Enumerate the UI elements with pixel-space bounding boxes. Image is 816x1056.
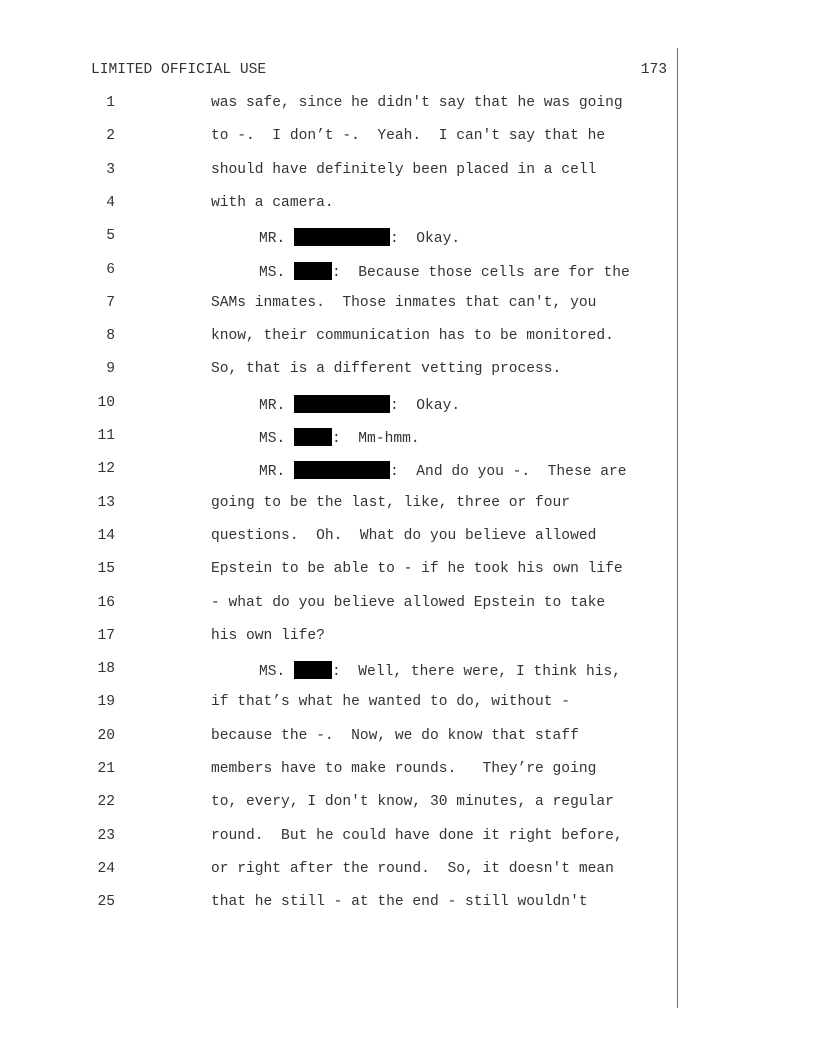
line-number: 2	[106, 128, 115, 145]
line-text: - what do you believe allowed Epstein to take	[211, 594, 606, 611]
redaction-box	[294, 428, 332, 446]
line-text	[259, 661, 621, 680]
line-text	[259, 428, 420, 447]
transcript-line	[0, 95, 680, 117]
transcript-line	[0, 595, 680, 617]
line-text	[259, 262, 630, 281]
line-number: 8	[106, 328, 115, 345]
transcript-line	[0, 661, 680, 683]
speaker-prefix: MR.	[259, 231, 295, 248]
redaction-box	[294, 661, 332, 679]
transcript-line	[0, 295, 680, 317]
redaction-box	[294, 461, 390, 479]
line-number: 5	[106, 228, 115, 245]
line-number: 23	[97, 827, 115, 844]
redaction-box	[294, 228, 390, 246]
transcript-line	[0, 561, 680, 583]
transcript-line	[0, 328, 680, 350]
transcript-line	[0, 528, 680, 550]
spoken-text: : And do you -. These are	[390, 464, 627, 481]
line-text: Epstein to be able to - if he took his own life	[211, 561, 623, 578]
line-text: to -. I don’t -. Yeah. I can't say that he	[211, 128, 606, 145]
transcript-line	[0, 861, 680, 883]
spoken-text: : Okay.	[390, 397, 461, 414]
speaker-prefix: MR.	[259, 464, 295, 481]
line-number: 1	[106, 95, 115, 111]
speaker-prefix: MS.	[259, 264, 295, 281]
line-text	[259, 395, 460, 414]
line-number: 4	[106, 194, 115, 211]
transcript-line	[0, 228, 680, 250]
transcript-line	[0, 361, 680, 383]
line-number: 16	[97, 594, 115, 611]
transcript-line	[0, 128, 680, 150]
line-text	[259, 228, 460, 247]
line-number: 9	[106, 361, 115, 378]
transcript-line	[0, 694, 680, 716]
line-number: 18	[97, 661, 115, 678]
line-number: 22	[97, 794, 115, 811]
line-number: 10	[97, 394, 115, 411]
transcript-line	[0, 162, 680, 184]
classification-header: LIMITED OFFICIAL USE	[91, 62, 267, 78]
line-text: because the -. Now, we do know that staff	[211, 727, 579, 744]
line-text: with a camera.	[211, 194, 334, 211]
line-number: 12	[97, 461, 115, 478]
transcript-line	[0, 761, 680, 783]
line-text: members have to make rounds. They’re going	[211, 761, 597, 777]
line-text: should have definitely been placed in a cell	[211, 161, 597, 178]
line-number: 17	[97, 627, 115, 644]
transcript-line	[0, 495, 680, 517]
line-number: 11	[97, 428, 115, 444]
line-number: 20	[97, 727, 115, 744]
line-text: that he still - at the end - still wouldn't	[211, 894, 588, 911]
line-text: questions. Oh. What do you believe allowed	[211, 527, 597, 544]
transcript-line	[0, 428, 680, 450]
spoken-text: : Okay.	[390, 231, 461, 248]
line-text: if that’s what he wanted to do, without -	[211, 694, 571, 711]
spoken-text: : Mm-hmm.	[332, 431, 420, 447]
line-text: going to be the last, like, three or four	[211, 494, 571, 511]
line-number: 15	[97, 561, 115, 578]
line-number: 24	[97, 860, 115, 877]
speaker-prefix: MS.	[259, 431, 295, 447]
line-number: 6	[106, 261, 115, 278]
line-number: 14	[97, 527, 115, 544]
line-text: or right after the round. So, it doesn't mean	[211, 860, 614, 877]
transcript-line	[0, 628, 680, 650]
line-text: know, their communication has to be monitored.	[211, 328, 614, 345]
transcript-line	[0, 794, 680, 816]
line-text: So, that is a different vetting process.	[211, 361, 562, 378]
transcript-line	[0, 262, 680, 284]
speaker-prefix: MS.	[259, 664, 295, 681]
line-text: to, every, I don't know, 30 minutes, a regular	[211, 794, 614, 811]
speaker-prefix: MR.	[259, 397, 295, 414]
spoken-text: : Because those cells are for the	[332, 264, 630, 281]
redaction-box	[294, 262, 332, 280]
page-number: 173	[640, 62, 667, 78]
transcript-line	[0, 894, 680, 916]
line-text	[259, 461, 627, 480]
line-text: SAMs inmates. Those inmates that can't, you	[211, 294, 597, 311]
transcript-line	[0, 828, 680, 850]
transcript-line	[0, 195, 680, 217]
line-text: round. But he could have done it right before,	[211, 827, 623, 844]
line-number: 19	[97, 694, 115, 711]
line-number: 7	[106, 294, 115, 311]
spoken-text: : Well, there were, I think his,	[332, 664, 622, 681]
transcript-line	[0, 461, 680, 483]
redaction-box	[294, 395, 390, 413]
line-number: 21	[97, 761, 115, 777]
transcript-line	[0, 395, 680, 417]
line-text: was safe, since he didn't say that he was going	[211, 95, 623, 111]
line-number: 13	[97, 494, 115, 511]
line-number: 25	[97, 894, 115, 911]
line-text: his own life?	[211, 627, 325, 644]
transcript-line	[0, 728, 680, 750]
line-number: 3	[106, 161, 115, 178]
